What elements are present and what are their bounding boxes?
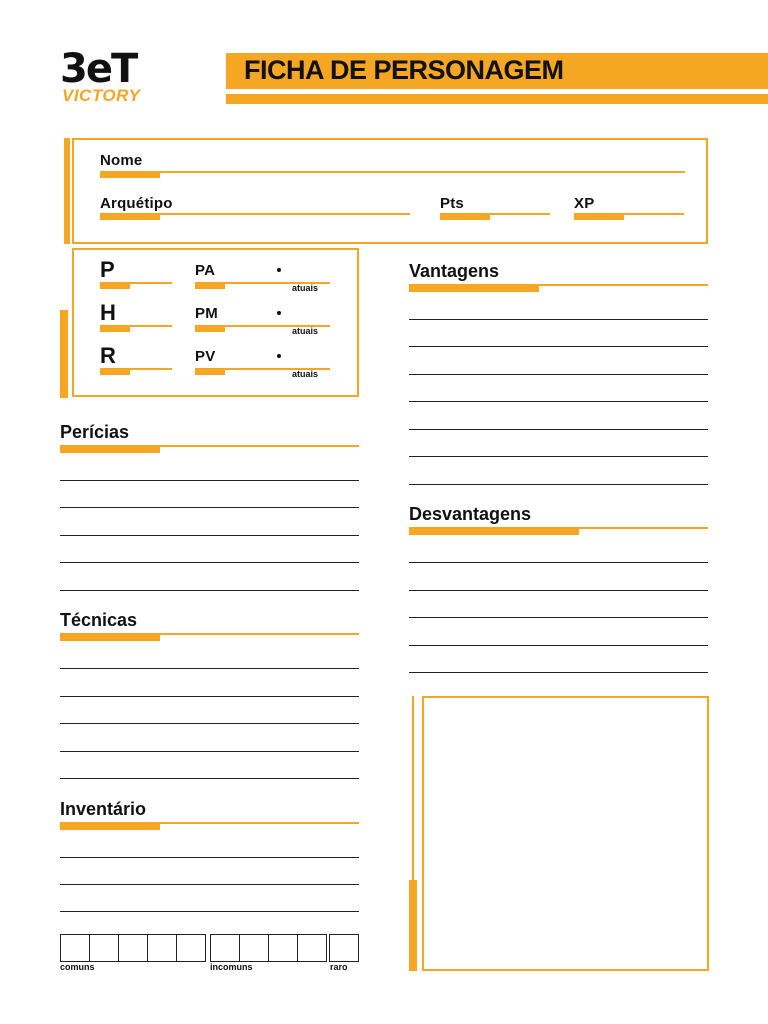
attr-r-tab[interactable] [100,369,130,375]
header-title: FICHA DE PERSONAGEM [244,55,564,85]
resource-pm-label: PM [195,305,218,322]
attr-letter-r: R [100,343,116,368]
resource-pm-dot [277,311,281,315]
slot-incomum[interactable] [297,934,327,962]
tecnicas-line[interactable] [60,723,359,724]
tecnicas-heading: Técnicas [60,610,138,630]
tecnicas-line[interactable] [60,751,359,752]
vantagens-line[interactable] [409,401,708,402]
desvantagens-line[interactable] [409,645,708,646]
pts-field-tab[interactable] [440,214,490,220]
resource-pm-note: atuais [292,326,319,336]
desvantagens-heading: Desvantagens [409,504,532,524]
resource-pv-dot [277,354,281,358]
tecnicas-line[interactable] [60,696,359,697]
pericias-line[interactable] [60,535,359,536]
inventario-heading-bar [60,823,160,830]
tecnicas-heading-line [60,633,359,635]
xp-label: XP [574,195,595,212]
desvantagens-heading-line [409,527,708,529]
resource-pa-line[interactable] [195,282,330,284]
logo-bottom: VICTORY [62,86,141,105]
pericias-line[interactable] [60,480,359,481]
slot-raro[interactable] [329,934,359,962]
vantagens-line[interactable] [409,456,708,457]
slot-incomum[interactable] [268,934,298,962]
header-underline [226,94,768,104]
attr-p-line[interactable] [100,282,172,284]
resource-pv-tab[interactable] [195,369,225,375]
inventario-heading-line [60,822,359,824]
xp-field-tab[interactable] [574,214,624,220]
tecnicas-line[interactable] [60,778,359,779]
pericias-heading: Perícias [60,422,130,442]
resource-pv-line[interactable] [195,368,330,370]
logo [60,46,200,108]
tecnicas-line[interactable] [60,668,359,669]
desvantagens-line[interactable] [409,590,708,591]
inventario-line[interactable] [60,911,359,912]
slot-label-raro: raro [330,962,348,972]
arquetipo-field-line[interactable] [100,213,410,215]
slot-label-incomuns: incomuns [210,962,253,972]
arquetipo-label: Arquétipo [100,195,173,212]
pts-label: Pts [440,195,464,212]
desvantagens-line[interactable] [409,672,708,673]
slot-comum[interactable] [118,934,148,962]
portrait-box[interactable] [422,696,709,971]
inventario-heading: Inventário [60,799,147,819]
attr-p-tab[interactable] [100,283,130,289]
attr-h-line[interactable] [100,325,172,327]
pts-field-line[interactable] [440,213,550,215]
pericias-heading-bar [60,446,160,453]
resource-pv-label: PV [195,348,216,365]
nome-field-tab[interactable] [100,172,160,178]
slot-incomum[interactable] [239,934,269,962]
inventario-line[interactable] [60,857,359,858]
resource-pa-note: atuais [292,283,319,293]
arquetipo-field-tab[interactable] [100,214,160,220]
pericias-line[interactable] [60,562,359,563]
vantagens-line[interactable] [409,374,708,375]
xp-field-line[interactable] [574,213,684,215]
vantagens-line[interactable] [409,484,708,485]
attr-letter-p: P [100,257,115,282]
logo-top: 3eT [60,46,137,92]
info-box-accent [64,138,70,244]
vantagens-heading-bar [409,285,539,292]
pericias-line[interactable] [60,590,359,591]
info-box [72,138,708,244]
desvantagens-line[interactable] [409,562,708,563]
inventario-line[interactable] [60,884,359,885]
vantagens-line[interactable] [409,429,708,430]
resource-pa-label: PA [195,262,216,279]
desvantagens-heading-bar [409,528,579,535]
slot-label-comuns: comuns [60,962,95,972]
slot-incomum[interactable] [210,934,240,962]
portrait-frame-accent [409,880,417,971]
slot-comum[interactable] [147,934,177,962]
vantagens-line[interactable] [409,346,708,347]
desvantagens-line[interactable] [409,617,708,618]
tecnicas-heading-bar [60,634,160,641]
resource-pv-note: atuais [292,369,319,379]
pericias-line[interactable] [60,507,359,508]
attr-h-tab[interactable] [100,326,130,332]
vantagens-heading-line [409,284,708,286]
slot-comum[interactable] [176,934,206,962]
resource-pm-line[interactable] [195,325,330,327]
resource-pm-tab[interactable] [195,326,225,332]
attr-r-line[interactable] [100,368,172,370]
slot-comum[interactable] [60,934,90,962]
attr-letter-h: H [100,300,116,325]
pericias-heading-line [60,445,359,447]
nome-label: Nome [100,152,143,169]
nome-field-line[interactable] [100,171,685,173]
resource-pa-dot [277,268,281,272]
vantagens-heading: Vantagens [409,261,500,281]
attributes-accent [60,310,68,398]
resource-pa-tab[interactable] [195,283,225,289]
slot-comum[interactable] [89,934,119,962]
vantagens-line[interactable] [409,319,708,320]
